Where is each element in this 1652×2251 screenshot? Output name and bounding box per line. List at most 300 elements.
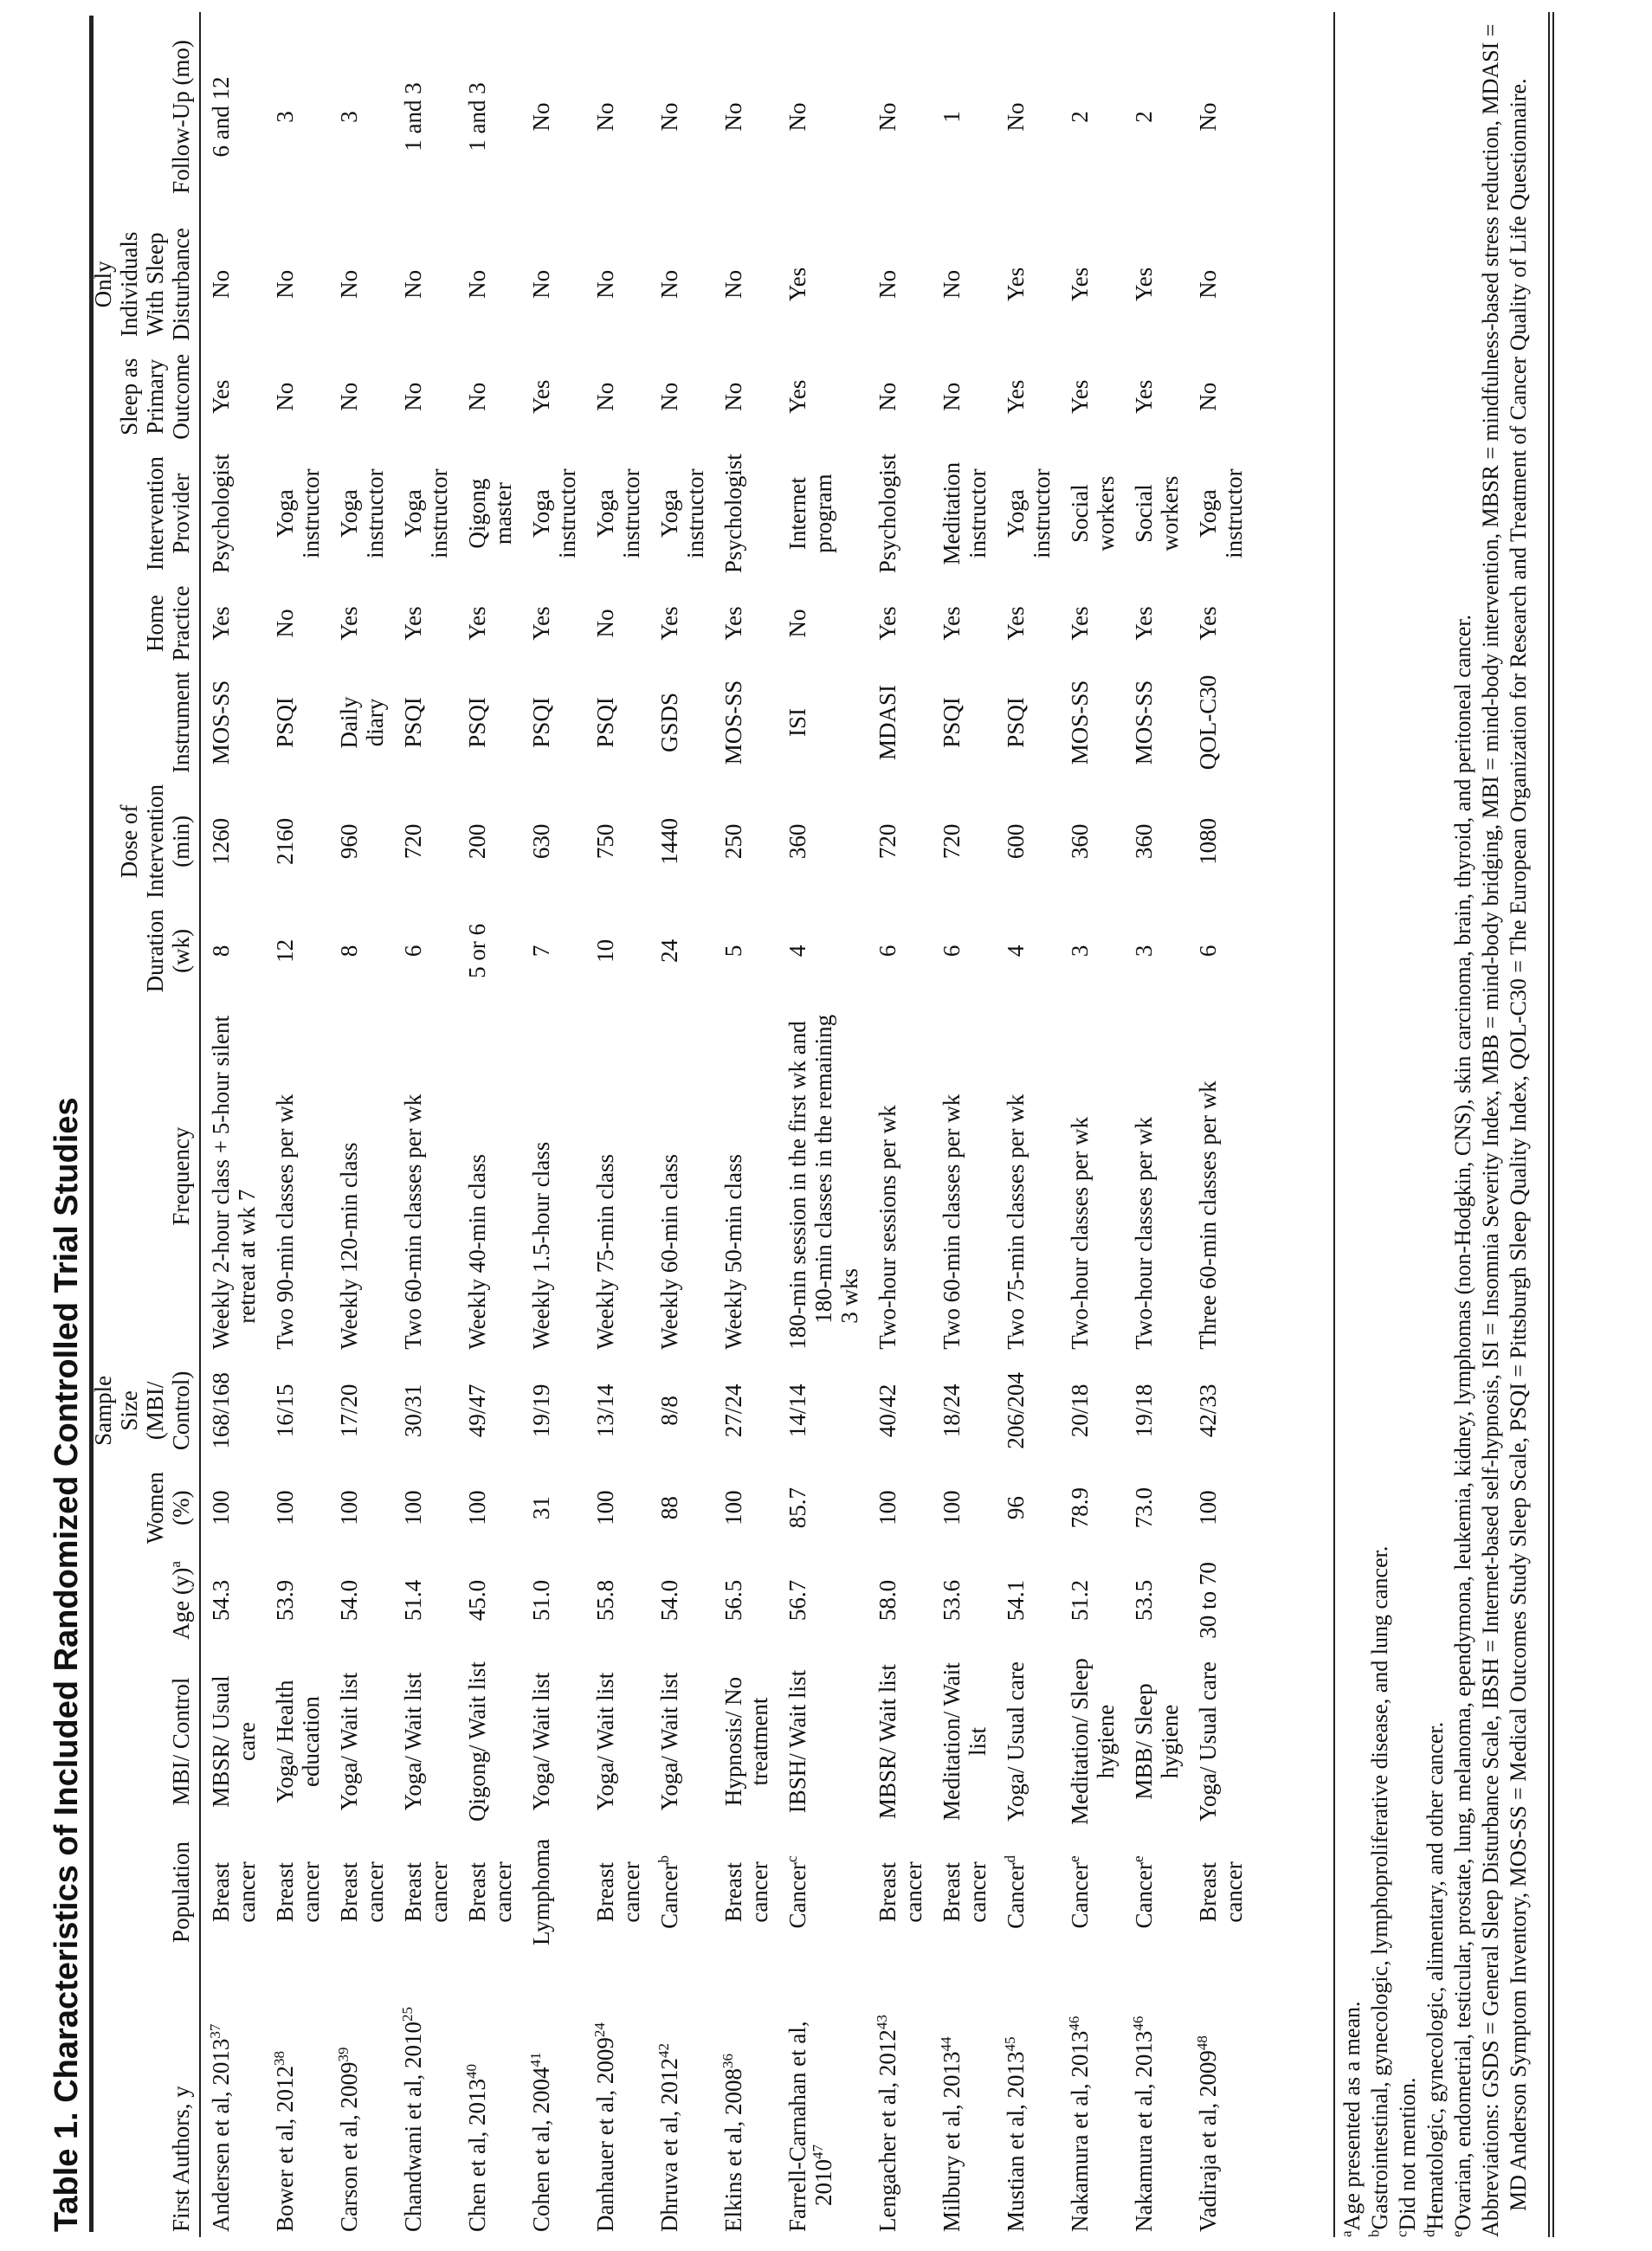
primary-cell: No (336, 382, 362, 411)
footnote-marker: d (1002, 1854, 1018, 1863)
column-header: Dose of Intervention (min) (90, 778, 200, 904)
primary-cell: No (592, 382, 618, 411)
home-cell: Yes (1003, 606, 1029, 641)
only-cell: No (874, 269, 900, 299)
table-row (932, 12, 996, 2237)
column-header: Age $(y)^a$ (90, 1549, 200, 1651)
reference-number: 42 (655, 2043, 672, 2059)
footnote-text: Age presented as a mean. (1339, 2001, 1365, 2231)
author-name: Nakamura et al, 2013$^{46}$ (1130, 2016, 1157, 2232)
instrument-cell: PSQI (272, 697, 298, 748)
frequency-cell (265, 997, 329, 1354)
instrument-cell: MOS-SS (720, 680, 746, 765)
frequency-text: Three 60-min classes per wk (1195, 1080, 1221, 1350)
duration-cell: 8 (336, 945, 362, 958)
instrument-cell: PSQI (939, 697, 965, 748)
women-cell: 100 (336, 1490, 362, 1525)
reference-number: 40 (463, 2064, 480, 2080)
followup-cell: 6 and 12 (208, 76, 234, 158)
author-name: Dhruva et al, 2012$^{42}$ (655, 2043, 682, 2232)
frequency-cell (713, 997, 778, 1354)
author-name: Chandwani et al, 2010$^{25}$ (399, 2007, 426, 2232)
author-cell (200, 1952, 265, 2237)
frequency-cell (649, 997, 713, 1354)
author-name: Farrell-Carnahan et al, 2010$^{47}$ (784, 2021, 836, 2232)
women-cell: 96 (1003, 1496, 1029, 1520)
home-cell: No (784, 609, 810, 638)
primary-cell: No (720, 382, 746, 411)
footnote-marker: c (784, 1855, 800, 1862)
footnote (1422, 12, 1449, 2237)
frequency-cell (996, 997, 1060, 1354)
instrument-cell: MOS-SS (1131, 680, 1157, 765)
followup-cell: No (874, 102, 900, 132)
author-name: Elkins et al, 2008$^{36}$ (720, 2054, 746, 2232)
duration-cell: 6 (1195, 945, 1221, 958)
author-name: Nakamura et al, 2013$^{46}$ (1066, 2016, 1093, 2232)
instrument-cell: Daily diary (336, 696, 388, 749)
control-cell: Yoga/ Wait list (336, 1672, 362, 1811)
reference-number: 41 (527, 2052, 544, 2067)
footnote-marker: b (655, 1854, 672, 1863)
table-row (868, 12, 932, 2237)
only-cell: No (464, 269, 490, 299)
frequency-cell (329, 997, 393, 1354)
provider-cell: Yoga instructor (1003, 468, 1055, 558)
reference-number: 43 (874, 2015, 890, 2030)
dose-cell: 720 (874, 823, 900, 860)
bottom-rule (1548, 12, 1554, 2237)
women-cell: 31 (528, 1496, 554, 1520)
age-cell: 51.2 (1067, 1579, 1093, 1622)
instrument-cell: MOS-SS (1067, 680, 1093, 765)
provider-cell: Meditation instructor (939, 461, 991, 565)
provider-cell: Qigong master (464, 478, 516, 549)
frequency-text: Two 60-min classes per wk (400, 1093, 426, 1350)
table-row (200, 12, 265, 2237)
frequency-cell (932, 997, 996, 1354)
reference-number: 46 (1066, 2016, 1082, 2031)
reference-number: 36 (720, 2054, 736, 2069)
primary-cell: Yes (1131, 379, 1157, 414)
age-cell: 51.4 (400, 1579, 426, 1622)
instrument-cell: ISI (784, 707, 810, 737)
reference-number: 37 (207, 2023, 223, 2039)
dose-cell: 1440 (656, 817, 682, 865)
frequency-text: Two 75-min classes per wk (1003, 1093, 1029, 1350)
frequency-cell (1188, 997, 1252, 1354)
age-cell: 56.5 (720, 1579, 746, 1622)
author-name: Chen et al, 2013$^{40}$ (463, 2064, 490, 2232)
only-cell: Yes (1131, 267, 1157, 301)
home-cell: Yes (400, 606, 426, 641)
provider-cell: Yoga instructor (656, 468, 708, 558)
age-cell: 53.5 (1131, 1579, 1157, 1622)
column-header: Follow-Up (mo) (90, 12, 200, 222)
sample-cell: 42/33 (1195, 1383, 1221, 1438)
instrument-cell: PSQI (400, 697, 426, 748)
control-cell: Qigong/ Wait list (464, 1661, 490, 1822)
column-header: Only Individuals With Sleep Disturbance (90, 222, 200, 347)
provider-cell: Yoga instructor (336, 468, 388, 558)
column-header: Sleep as Primary Outcome (90, 347, 200, 447)
control-cell: Yoga/ Usual care (1003, 1661, 1029, 1822)
only-cell: Yes (784, 267, 810, 301)
author-name: Cohen et al, 2004$^{41}$ (527, 2052, 554, 2232)
dose-cell: 960 (336, 823, 362, 860)
only-cell: Yes (1067, 267, 1093, 301)
home-cell: Yes (528, 606, 554, 641)
duration-cell: 24 (656, 938, 682, 963)
reference-number: 46 (1130, 2016, 1146, 2031)
sample-cell: 168/168 (208, 1372, 234, 1449)
table-row (996, 12, 1060, 2237)
table-title: Table 1. Characteristics of Included Randomized Controlled Trial Studies (48, 16, 94, 2232)
women-cell: 100 (400, 1490, 426, 1525)
reference-number: 47 (810, 2145, 826, 2159)
footnote (1339, 12, 1366, 2237)
author-name: Vadiraja et al, 2009$^{48}$ (1194, 2035, 1221, 2232)
column-header: MBI/ Control (90, 1652, 200, 1832)
column-header: Instrument (90, 666, 200, 778)
population-cell: Breast cancer (939, 1861, 991, 1923)
age-cell: 54.0 (336, 1579, 362, 1622)
frequency-cell (1060, 997, 1124, 1354)
primary-cell: No (464, 382, 490, 411)
column-header: Home Practice (90, 581, 200, 667)
table-row (393, 12, 457, 2237)
sample-cell: 206/204 (1003, 1372, 1029, 1449)
header-row (90, 12, 200, 2237)
reference-number: 45 (1002, 2036, 1018, 2052)
footnote-marker: c (1393, 2230, 1410, 2237)
home-cell: Yes (1131, 606, 1157, 641)
sample-cell: 19/18 (1131, 1383, 1157, 1438)
dose-cell: 750 (592, 823, 618, 860)
women-cell: 78.9 (1067, 1487, 1093, 1529)
dose-cell: 360 (1131, 823, 1157, 860)
control-cell: Yoga/ Wait list (656, 1672, 682, 1811)
control-cell: Meditation/ Sleep hygiene (1067, 1658, 1119, 1825)
column-header: First Authors, y (90, 1952, 200, 2237)
home-cell: Yes (464, 606, 490, 641)
dose-cell: 360 (1067, 823, 1093, 860)
footnote (1449, 12, 1477, 2237)
home-cell: Yes (208, 606, 234, 641)
population-cell: Breast cancer (272, 1861, 324, 1923)
duration-cell: 5 (720, 945, 746, 958)
sample-cell: 40/42 (874, 1383, 900, 1438)
column-header: Intervention Provider (90, 447, 200, 581)
author-name: Lengacher et al, 2012$^{43}$ (874, 2015, 900, 2232)
table-row (1060, 12, 1124, 2237)
sample-cell: 14/14 (784, 1383, 810, 1438)
control-cell: Yoga/ Usual care (1195, 1661, 1221, 1822)
women-cell: 100 (272, 1490, 298, 1525)
home-cell: Yes (1195, 606, 1221, 641)
age-cell: 55.8 (592, 1579, 618, 1622)
provider-cell: Social workers (1067, 475, 1119, 551)
women-cell: 100 (464, 1490, 490, 1525)
provider-cell: Yoga instructor (272, 468, 324, 558)
duration-cell: 6 (874, 945, 900, 958)
frequency-cell (457, 997, 521, 1354)
population-cell: Breast cancer (400, 1861, 452, 1923)
instrument-cell: PSQI (464, 697, 490, 748)
footnotes (1333, 12, 1533, 2237)
frequency-text: Two-hour classes per wk (1067, 1116, 1093, 1350)
primary-cell: No (1195, 382, 1221, 411)
instrument-cell: PSQI (1003, 697, 1029, 748)
primary-cell: No (272, 382, 298, 411)
primary-cell: Yes (1067, 379, 1093, 414)
followup-cell: 1 and 3 (464, 82, 490, 152)
age-cell: 54.1 (1003, 1579, 1029, 1622)
instrument-cell: GSDS (656, 692, 682, 752)
footnote-marker: b (1365, 2229, 1383, 2237)
followup-cell: 2 (1067, 111, 1093, 123)
population-cell: Breast cancer (720, 1861, 772, 1923)
home-cell: No (272, 609, 298, 638)
frequency-text: Weekly 50-min class (720, 1153, 746, 1350)
sample-cell: 13/14 (592, 1383, 618, 1438)
frequency-text: Two 90-min classes per wk (272, 1093, 298, 1350)
duration-cell: 4 (784, 945, 810, 958)
home-cell: No (592, 609, 618, 638)
population-cell: Lymphoma (528, 1838, 554, 1945)
frequency-text: 180-min session in the first wk and 180-min classes in the remaining 3 wks (784, 1014, 862, 1350)
table-row (778, 12, 868, 2237)
sample-cell: 20/18 (1067, 1383, 1093, 1438)
provider-cell: Yoga instructor (1195, 468, 1247, 558)
population-cell: Breast cancer (1195, 1861, 1247, 1923)
frequency-cell (585, 997, 649, 1354)
home-cell: Yes (1067, 606, 1093, 641)
only-cell: No (400, 269, 426, 299)
author-name: Andersen et al, 2013$^{37}$ (207, 2023, 234, 2232)
sample-cell: 16/15 (272, 1383, 298, 1438)
duration-cell: 7 (528, 945, 554, 958)
primary-cell: No (939, 382, 965, 411)
frequency-text: Weekly 40-min class (464, 1153, 490, 1350)
author-cell (713, 1952, 778, 2237)
frequency-cell (521, 997, 585, 1354)
table-row (329, 12, 393, 2237)
duration-cell: 8 (208, 945, 234, 958)
table-row (265, 12, 329, 2237)
followup-cell: No (592, 102, 618, 132)
table-row (521, 12, 585, 2237)
author-cell (1124, 1952, 1188, 2237)
provider-cell: Psychologist (720, 454, 746, 574)
only-cell: No (1195, 269, 1221, 299)
column-header: Frequency (90, 997, 200, 1354)
home-cell: Yes (336, 606, 362, 641)
reference-number: 38 (271, 2051, 287, 2067)
frequency-cell (200, 997, 265, 1354)
women-cell: 100 (592, 1490, 618, 1525)
table-row (713, 12, 778, 2237)
control-cell: Yoga/ Health education (272, 1680, 324, 1803)
duration-cell: 3 (1067, 945, 1093, 958)
followup-cell: No (720, 102, 746, 132)
provider-cell: Internet program (784, 474, 836, 553)
only-cell: No (656, 269, 682, 299)
women-cell: 100 (720, 1490, 746, 1525)
dose-cell: 720 (939, 823, 965, 860)
instrument-cell: PSQI (592, 697, 618, 748)
home-cell: Yes (656, 606, 682, 641)
primary-cell: Yes (1003, 379, 1029, 414)
followup-cell: No (528, 102, 554, 132)
author-name: Carson et al, 2009$^{39}$ (335, 2047, 362, 2232)
instrument-cell: MOS-SS (208, 680, 234, 765)
age-cell: 54.3 (208, 1579, 234, 1622)
dose-cell: 360 (784, 823, 810, 860)
author-cell (1060, 1952, 1124, 2237)
primary-cell: Yes (208, 379, 234, 414)
author-cell (1188, 1952, 1252, 2237)
age-cell: 53.6 (939, 1579, 965, 1622)
population-cell: Cancer$^b$ (655, 1854, 682, 1929)
followup-cell: 1 and 3 (400, 82, 426, 152)
footnote-marker: a (167, 1561, 184, 1568)
table-row (649, 12, 713, 2237)
age-cell: 30 to 70 (1195, 1562, 1221, 1639)
author-cell (778, 1952, 868, 2237)
frequency-text: Weekly 60-min class (656, 1153, 682, 1350)
home-cell: Yes (939, 606, 965, 641)
table-row (585, 12, 649, 2237)
provider-cell: Social workers (1131, 475, 1183, 551)
frequency-text: Two 60-min classes per wk (939, 1093, 965, 1350)
women-cell: 88 (656, 1496, 682, 1520)
frequency-cell (393, 997, 457, 1354)
followup-cell: 3 (336, 111, 362, 123)
population-cell: Cancer$^d$ (1002, 1854, 1029, 1929)
column-header: Population (90, 1832, 200, 1953)
author-cell (393, 1952, 457, 2237)
followup-cell: No (1003, 102, 1029, 132)
home-cell: Yes (874, 606, 900, 641)
author-name: Mustian et al, 2013$^{45}$ (1002, 2036, 1029, 2232)
author-cell (521, 1952, 585, 2237)
table-row (1124, 12, 1188, 2237)
frequency-cell (868, 997, 932, 1354)
age-cell: 54.0 (656, 1579, 682, 1622)
population-cell: Breast cancer (464, 1861, 516, 1923)
primary-cell: No (874, 382, 900, 411)
sample-cell: 27/24 (720, 1383, 746, 1438)
author-cell (868, 1952, 932, 2237)
provider-cell: Yoga instructor (400, 468, 452, 558)
frequency-text: Weekly 120-min class (336, 1142, 362, 1350)
instrument-cell: QOL-C30 (1195, 674, 1221, 771)
only-cell: No (336, 269, 362, 299)
sample-cell: 18/24 (939, 1383, 965, 1438)
only-cell: No (939, 269, 965, 299)
abbreviations: Abbreviations: GSDS = General Sleep Disturbance Scale, IBSH = Internet-based self-hypnosis, ISI = Insomnia Severity Index, MBB = mind-body bridging, MBI = mind-body intervention, MBSR = mindfulness-based stress reduction, MDASI = MD Anderson Symptom Inventory, MOS-SS = Medical Outcomes Study Sleep Scale, PSQI = Pittsburgh Sleep Quality Index, QOL-C30 = The European Organization for Research and Treatment of Cancer Quality of Life Questionnaire. (1478, 23, 1531, 2237)
women-cell: 100 (874, 1490, 900, 1525)
followup-cell: 2 (1131, 111, 1157, 123)
control-cell: Yoga/ Wait list (592, 1672, 618, 1811)
dose-cell: 600 (1003, 823, 1029, 860)
instrument-cell: PSQI (528, 697, 554, 748)
sample-cell: 8/8 (656, 1396, 682, 1426)
reference-number: 25 (399, 2007, 416, 2022)
control-cell: Meditation/ Wait list (939, 1662, 991, 1821)
author-cell (329, 1952, 393, 2237)
age-cell: 53.9 (272, 1579, 298, 1622)
footnote-text: Ovarian, endometrial, testicular, prostate, lung, melanoma, ependymona, leukemia, kidney, lymphomas (non-Hodgkin, CNS), skin carcinoma, brain, thyroid, and peritoneal cancer. (1450, 614, 1475, 2231)
author-cell (457, 1952, 521, 2237)
only-cell: No (528, 269, 554, 299)
author-name: Bower et al, 2012$^{38}$ (271, 2051, 298, 2232)
footnote-marker: d (1421, 2229, 1438, 2237)
duration-cell: 12 (272, 938, 298, 963)
author-name: Danhauer et al, 2009$^{24}$ (591, 2022, 618, 2232)
population-cell: Cancer$^c$ (784, 1855, 810, 1929)
duration-cell: 3 (1131, 945, 1157, 958)
sample-cell: 17/20 (336, 1383, 362, 1438)
provider-cell: Yoga instructor (528, 468, 580, 558)
author-cell (585, 1952, 649, 2237)
primary-cell: No (656, 382, 682, 411)
followup-cell: No (656, 102, 682, 132)
sample-cell: 30/31 (400, 1383, 426, 1438)
only-cell: No (208, 269, 234, 299)
dose-cell: 250 (720, 823, 746, 860)
sample-cell: 49/47 (464, 1383, 490, 1438)
footnote (1366, 12, 1394, 2237)
author-name: Milbury et al, 2013$^{44}$ (938, 2036, 965, 2232)
followup-cell: 1 (939, 111, 965, 123)
author-cell (265, 1952, 329, 2237)
age-cell: 58.0 (874, 1579, 900, 1622)
author-cell (932, 1952, 996, 2237)
footnote-text: Gastrointestinal, gynecologic, lymphoproliferative disease, and lung cancer. (1367, 1545, 1392, 2230)
control-cell: MBSR/ Usual care (208, 1675, 260, 1808)
duration-cell: 6 (400, 945, 426, 958)
footnote-text: Hematologic, gynecologic, alimentary, and other cancer. (1423, 1721, 1448, 2230)
reference-number: 39 (335, 2047, 352, 2062)
author-cell (649, 1952, 713, 2237)
dose-cell: 720 (400, 823, 426, 860)
age-cell: 45.0 (464, 1579, 490, 1622)
only-cell: Yes (1003, 267, 1029, 301)
provider-cell: Yoga instructor (592, 468, 644, 558)
followup-cell: No (784, 102, 810, 132)
provider-cell: Psychologist (208, 454, 234, 574)
dose-cell: 200 (464, 823, 490, 860)
control-cell: Yoga/ Wait list (528, 1672, 554, 1811)
frequency-cell (1124, 997, 1188, 1354)
author-cell (996, 1952, 1060, 2237)
duration-cell: 5 or 6 (464, 923, 490, 978)
reference-number: 44 (938, 2036, 954, 2052)
frequency-cell (778, 997, 868, 1354)
instrument-cell: MDASI (874, 684, 900, 760)
table-row (457, 12, 521, 2237)
dose-cell: 2160 (272, 817, 298, 865)
table-body (200, 12, 1252, 2237)
frequency-text: Weekly 75-min class (592, 1153, 618, 1350)
control-cell: IBSH/ Wait list (784, 1669, 810, 1814)
population-cell: Cancer$^e$ (1130, 1855, 1157, 1929)
women-cell: 100 (1195, 1490, 1221, 1525)
reference-number: 48 (1194, 2035, 1210, 2051)
followup-cell: No (1195, 102, 1221, 132)
